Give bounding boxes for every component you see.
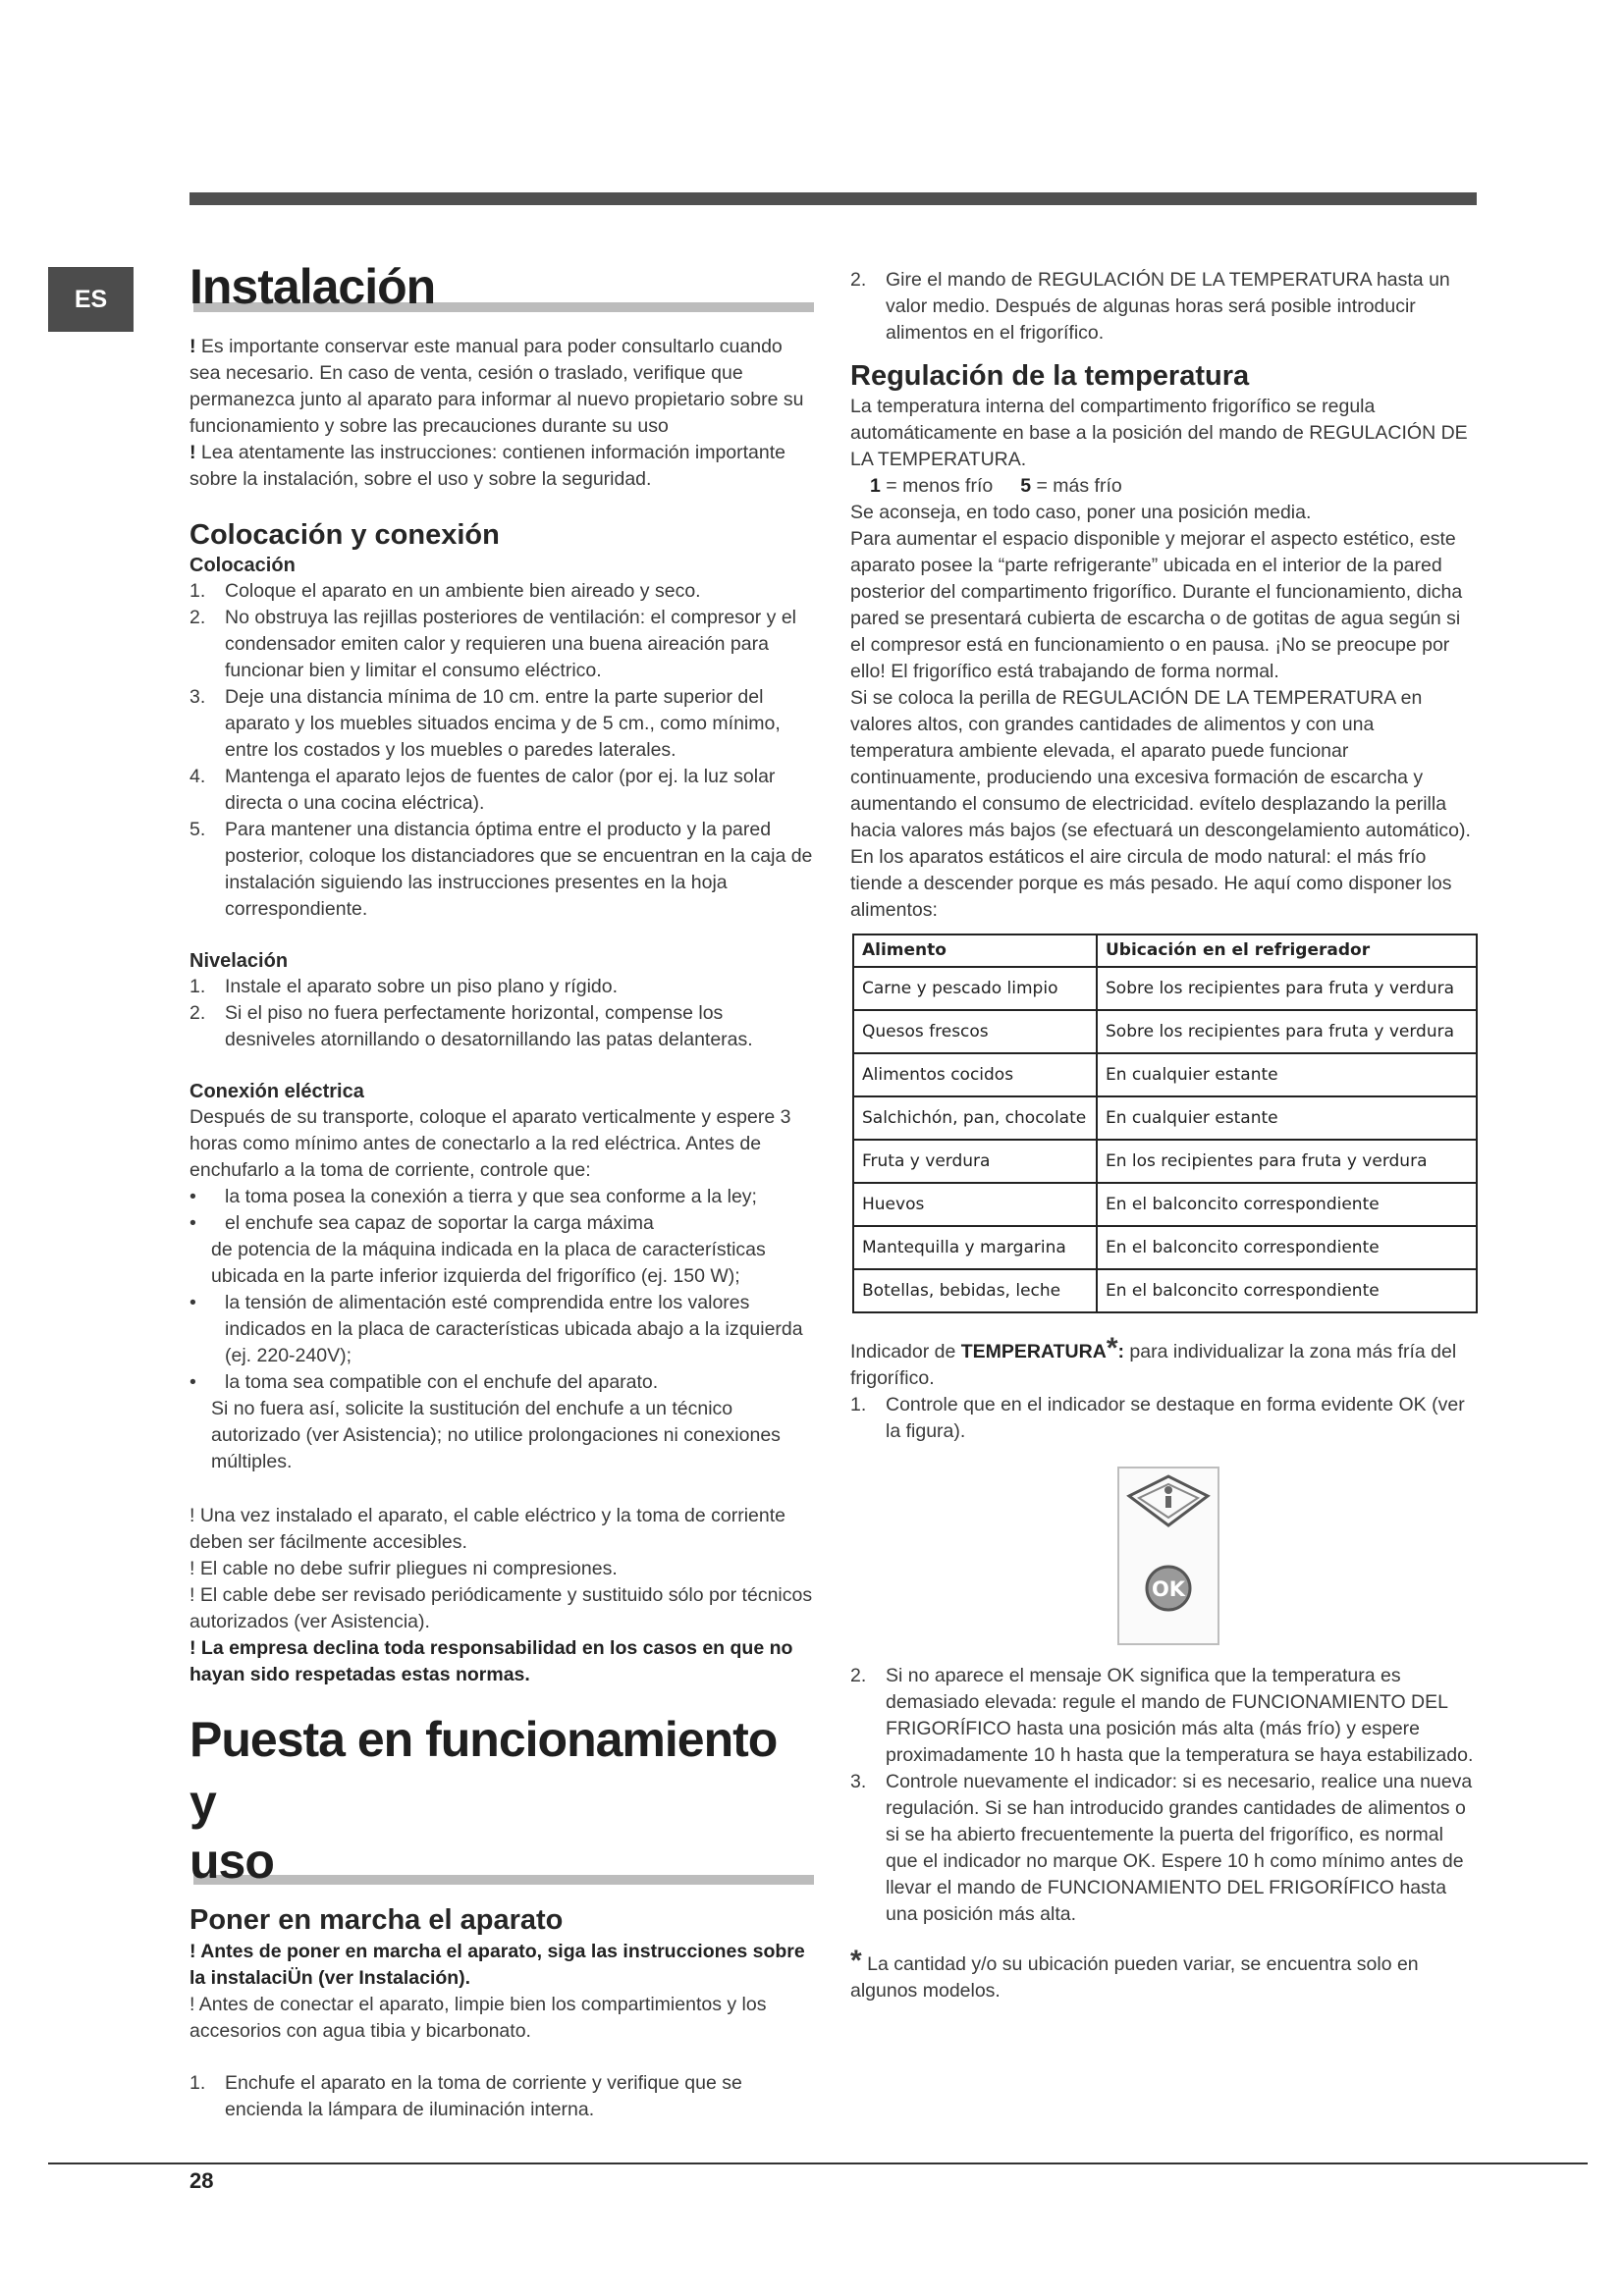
list-item: 1. Instale el aparato sobre un piso plano y rígido. bbox=[189, 976, 619, 998]
bullet-item: • la toma posea la conexión a tierra y que sea conforme a la ley; bbox=[189, 1186, 757, 1208]
bullet-item: • el enchufe sea capaz de soportar la carga máxima bbox=[189, 1212, 654, 1235]
table-row: Huevos En el balconcito correspondiente bbox=[853, 1183, 1477, 1226]
intro-paragraph-2 bbox=[189, 440, 814, 493]
food-placement-table bbox=[852, 934, 1478, 1313]
table-header-row bbox=[853, 934, 1477, 967]
table-row: Salchichón, pan, chocolate En cualquier estante bbox=[853, 1096, 1477, 1140]
bullet-continuation: de potencia de la máquina indicada en la placa de características ubicada en la parte inferior izquierda del frigorífico (ej. 150 W); bbox=[211, 1239, 766, 1288]
subheading-nivelacion: Nivelación bbox=[189, 950, 289, 973]
left-column bbox=[189, 257, 814, 2123]
list-item: 2. Gire el mando de REGULACIÓN DE LA TEMPERATURA hasta un valor medio. Después de algunas horas será posible introducir alimentos en el frigorífico. bbox=[850, 269, 1450, 344]
puesta-title-block bbox=[189, 1708, 814, 1890]
table-row: Alimentos cocidos En cualquier estante bbox=[853, 1053, 1477, 1096]
indicator-icon bbox=[1119, 1468, 1218, 1643]
regulacion-para-3: Para aumentar el espacio disponible y mejorar el aspecto estético, este aparato posee la “parte refrigerante” ubicada en el interior de la pared posterior del compartimento frigorífico. Durante el funcionamiento, dicha pared se presentará cubierta de escarcha o de gotitas de agua según si el compresor está en funcionamiento o en pausa. ¡No se preocupe por ello! El frigorífico está trabajando de forma normal. bbox=[850, 528, 1463, 683]
temperature-indicator-figure bbox=[1117, 1467, 1219, 1645]
table-row: Carne y pescado limpio Sobre los recipientes para fruta y verdura bbox=[853, 967, 1477, 1010]
intro-text-2: Lea atentamente las instrucciones: contienen información importante sobre la instalación, sobre el uso y sobre la seguridad. bbox=[189, 442, 786, 490]
list-item: 2. Si el piso no fuera perfectamente horizontal, compense los desniveles atornillando o desatornillando las patas delanteras. bbox=[189, 1002, 753, 1051]
nivelacion-list bbox=[189, 974, 814, 1053]
puesta-title-line-1: Puesta en funcionamiento y bbox=[189, 1712, 778, 1831]
indicador-steps bbox=[850, 1663, 1479, 1928]
list-item: 2. No obstruya las rejillas posteriores de ventilación: el compresor y el condensador emiten calor y requieren una buena aireación para funcionar bien y limitar el consumo eléctrico. bbox=[189, 607, 797, 682]
indicador-paragraph: Indicador de TEMPERATURA*: para individualizar la zona más fría del frigorífico. bbox=[850, 1332, 1457, 1390]
regulacion-para-1: La temperatura interna del compartimento frigorífico se regula automáticamente en base a la posición del mando de REGULACIÓN DE LA TEMPERATURA. bbox=[850, 396, 1468, 471]
list-item: 3. Controle nuevamente el indicador: si es necesario, realice una nueva regulación. Si se han introducido grandes cantidades de alimentos o si se ha abierto frecuentemente la puerta del frigorífico, es normal que el indicador no marque OK. Espere 10 h como mínimo antes de llevar el mando de FUNCIONAMIENTO DEL FRIGORÍFICO hasta una posición más alta. bbox=[850, 1771, 1473, 1926]
list-item: 5. Para mantener una distancia óptima entre el producto y la pared posterior, coloque los distanciadores que se encuentran en la caja de instalación siguiendo las instrucciones presentes en la hoja correspondiente. bbox=[189, 819, 813, 921]
section-heading-poner-en-marcha: Poner en marcha el aparato bbox=[189, 1904, 564, 1937]
bold-warning: ! La empresa declina toda responsabilidad en los casos en que no hayan sido respetadas estas normas. bbox=[189, 1637, 793, 1686]
footer-rule bbox=[48, 2163, 1588, 2164]
warning-text: ! El cable debe ser revisado periódicamente y sustituido sólo por técnicos autorizados (ver Asistencia). bbox=[189, 1584, 813, 1633]
conexion-after: Si no fuera así, solicite la sustitución del enchufe a un técnico autorizado (ver Asistencia); no utilice prolongaciones ni conexiones múltiples. bbox=[211, 1398, 781, 1473]
warning-text: ! El cable no debe sufrir pliegues ni compresiones. bbox=[189, 1558, 618, 1580]
list-item: 1. Controle que en el indicador se destaque en forma evidente OK (ver la figura). bbox=[850, 1394, 1465, 1443]
regulacion-para-2: Se aconseja, en todo caso, poner una posición media. bbox=[850, 502, 1312, 524]
right-column bbox=[850, 267, 1479, 2004]
table-row: Mantequilla y margarina En el balconcito correspondiente bbox=[853, 1226, 1477, 1269]
section-heading-colocacion-conexion: Colocación y conexión bbox=[189, 519, 500, 551]
conexion-bullets-2 bbox=[189, 1290, 814, 1396]
intro-paragraph-1 bbox=[189, 334, 814, 440]
puesta-title-line-2: uso bbox=[189, 1834, 274, 1890]
colocacion-list bbox=[189, 578, 814, 923]
list-item: 1. Coloque el aparato en un ambiente bien aireado y seco. bbox=[189, 580, 701, 603]
regulacion-para-5: En los aparatos estáticos el aire circula de modo natural: el más frío tiende a descender porque es más pesado. He aquí como disponer los alimentos: bbox=[850, 846, 1452, 922]
top-rule bbox=[189, 192, 1477, 205]
title-underline bbox=[193, 1875, 814, 1885]
warning-mark: ! bbox=[189, 336, 196, 357]
list-item: 3. Deje una distancia mínima de 10 cm. entre la parte superior del aparato y los muebles situados encima y de 5 cm., como mínimo, entre los costados y los muebles o paredes laterales. bbox=[189, 686, 781, 762]
table-header: Ubicación en el refrigerador bbox=[1097, 934, 1477, 967]
list-item: 4. Mantenga el aparato lejos de fuentes de calor (por ej. la luz solar directa o una cocina eléctrica). bbox=[189, 766, 776, 815]
language-tab: ES bbox=[48, 267, 134, 332]
regulacion-para-4: Si se coloca la perilla de REGULACIÓN DE LA TEMPERATURA en valores altos, con grandes cantidades de alimentos y con una temperatura ambiente elevada, el aparato puede funcionar continuamente, produciendo una excesiva formación de escarcha y aumentando el consumo de electricidad. evítelo desplazando la perilla hacia valores más bajos (se efectuará un descongelamiento automático). bbox=[850, 687, 1471, 842]
bold-note: ! Antes de poner en marcha el aparato, siga las instrucciones sobre la instalaciÜn (ver Instalación). bbox=[189, 1940, 805, 1989]
table-row: Botellas, bebidas, leche En el balconcito correspondiente bbox=[853, 1269, 1477, 1312]
list-item: 1. Enchufe el aparato en la toma de corriente y verifique que se encienda la lámpara de iluminación interna. bbox=[189, 2071, 742, 2120]
list-item: 2. Si no aparece el mensaje OK significa que la temperatura es demasiado elevada: regule el mando de FUNCIONAMIENTO DEL FRIGORÍFICO hasta una posición más alta (más frío) y espere proximadamente 10 h hasta que la temperatura se haya estabilizado. bbox=[850, 1665, 1474, 1767]
footnote: * La cantidad y/o su ubicación pueden variar, se encuentra solo en algunos modelos. bbox=[850, 1945, 1419, 2002]
conexion-paragraph: Después de su transporte, coloque el aparato verticalmente y espere 3 horas como mínimo antes de conectarlo a la red eléctrica. Antes de enchufarlo a la toma de corriente, controle que: bbox=[189, 1106, 791, 1182]
warnings-block bbox=[189, 1503, 814, 1688]
table-row: Quesos frescos Sobre los recipientes para fruta y verdura bbox=[853, 1010, 1477, 1053]
warning-mark: ! bbox=[189, 442, 196, 463]
bullet-item: • la tensión de alimentación esté comprendida entre los valores indicados en la placa de características ubicada abajo a la izquierda (ej. 220-240V); bbox=[189, 1292, 803, 1367]
warning-text: ! Una vez instalado el aparato, el cable eléctrico y la toma de corriente deben ser fácilmente accesibles. bbox=[189, 1505, 785, 1554]
table-row: Fruta y verdura En los recipientes para fruta y verdura bbox=[853, 1140, 1477, 1183]
conexion-bullets bbox=[189, 1184, 814, 1237]
intro-text-1: Es importante conservar este manual para poder consultarlo cuando sea necesario. En caso de venta, cesión o traslado, verifique que permanezca junto al aparato para informar al nuevo propietario sobre su funcionamiento y sobre las precauciones durante su uso bbox=[189, 336, 804, 437]
subheading-conexion-electrica: Conexión eléctrica bbox=[189, 1081, 364, 1103]
installation-title-block bbox=[189, 257, 814, 312]
subheading-colocacion: Colocación bbox=[189, 555, 296, 577]
note: ! Antes de conectar el aparato, limpie bien los compartimientos y los accesorios con agua tibia y bicarbonato. bbox=[189, 1993, 767, 2042]
temperature-scale: 1 = menos frío 5 = más frío bbox=[870, 475, 1122, 498]
page-title: Instalación bbox=[189, 259, 436, 314]
intro-block bbox=[189, 334, 814, 493]
table-header: Alimento bbox=[853, 934, 1097, 967]
bullet-item: • la toma sea compatible con el enchufe del aparato. bbox=[189, 1371, 659, 1394]
section-heading-regulacion: Regulación de la temperatura bbox=[850, 360, 1250, 392]
page-number: 28 bbox=[189, 2168, 214, 2193]
ok-label: OK bbox=[1151, 1577, 1186, 1602]
